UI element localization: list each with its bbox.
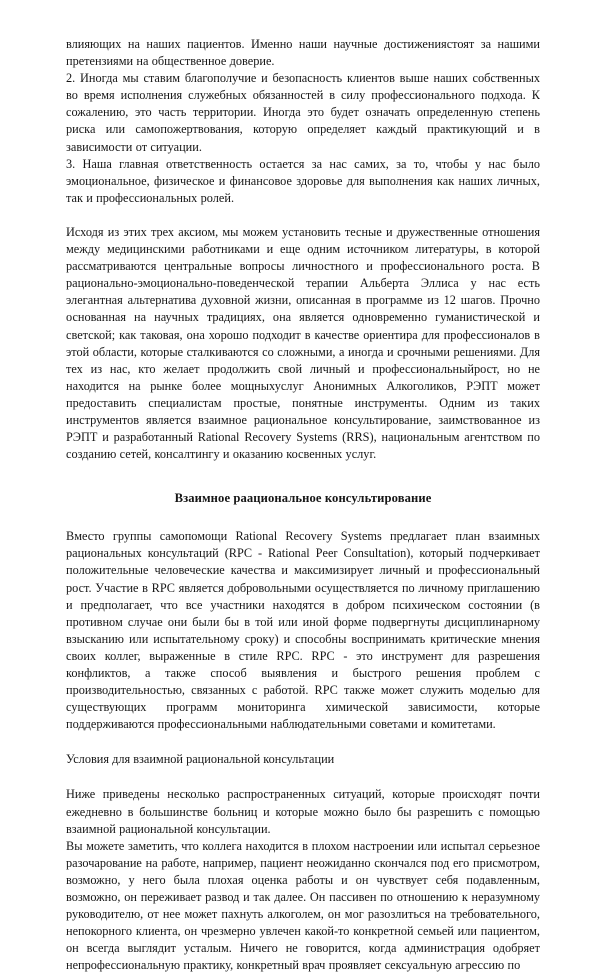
paragraph-situations: Ниже приведены несколько распространенных ситуаций, которые происходят почти ежедневно в большинстве больниц и которые можно было бы разрешить с помощью взаимной рациональной консультации.	[66, 787, 540, 836]
heading-spacer-bottom	[66, 506, 540, 528]
paragraph-rpc-intro: Вместо группы самопомощи Rational Recovery Systems предлагает план взаимных рациональных консультаций (RPC - Rational Peer Consultation), который подчеркивает положительные человеческие качества и максимизирует личный и профессиональный рост. Участие в RPC является добровольными осуществляется по личному приглашению и предполагает, что все участники находятся в добром психическом состоянии (в противном случае они были бы в той или иной форме подвергнуты дисциплинарному взысканию или испытательному сроку) и способны воспринимать критические мнения своих коллег, выраженные в стиле RPC. RPC - это инструмент для разрешения конфликтов, а также способ выявления и быстрого решения проблем с производительностью, связанных с работой. RPC также может служить моделью для существующих программ мониторинга химической зависимости, которые поддерживаются профессиональными наблюдательными советами и комитетами.	[66, 529, 540, 732]
section-heading: Взаимное раациональное консультирование	[174, 491, 432, 506]
heading-spacer-top	[66, 463, 540, 490]
paragraph-spacer	[66, 207, 540, 224]
paragraph-axiom-2: 2. Иногда мы ставим благополучие и безопасность клиентов выше наших собственных во время исполнения служебных обязанностей в силу профессионального подхода. К сожалению, это часть территории. Иногда это будет означать определенную степень риска или самопожертвования, которую определяет каждый практикующий и в зависимости от ситуации.	[66, 71, 540, 154]
subsection-label: Условия для взаимной рациональной консультации	[66, 752, 335, 767]
paragraph-axiom-3: 3. Наша главная ответственность остается за нас самих, за то, чтобы у нас было эмоциональное, физическое и финансовое здоровье для выполнения как наших личных, так и профессиональных ролей.	[66, 156, 540, 205]
paragraph-rebt: Исходя из этих трех аксиом, мы можем установить тесные и дружественные отношения между медицинскими работниками и еще одним источником литературы, в которой рассматриваются центральные вопросы личностного и профессионального роста. В рационально-эмоционально-поведенческой терапии Альберта Эллиса у нас есть элегантная альтернатива духовной жизни, описанная в программе из 12 шагов. Прочно основанная на научных традициях, она является одновременно гуманистической и светской; как таковая, она хорошо подходит в качестве ориентира для профессионалов в этой области, которые сталкиваются со сложными, а иногда и срочными решениями. Для тех из нас, кто желает продолжить свой личный и профессиональныйрост, но не находится на рынке более мощныхуслуг Анонимных Алкоголиков, РЭПТ может предоставить специалистам простые, понятные инструменты. Одним из таких инструментов является взаимное рациональное консультирование, заимствованное из РЭПТ и разработанный Rational Recovery Systems (RRS), национальным агентством по созданию сетей, консалтингу и оказанию косвенных услуг.	[66, 224, 540, 462]
page-text-column	[66, 36, 540, 975]
paragraph-continuation: влияющих на наших пациентов. Именно наши научные достижениястоят за нашими претензиями на общественное доверие.	[66, 37, 540, 69]
paragraph-examples: Вы можете заметить, что коллега находится в плохом настроении или испытал серьезное разочарование на работе, например, пациент неожиданно скончался под его присмотром, возможно, у него была плохая оценка работы и он чувствует себя подавленным, возможно, он переживает развод и так далее. Он пассивен по отношению к неразумному руководителю, от нее может пахнуть алкоголем, он мог разозлиться на требовательного, непокорного клиента, он чрезмерно увлечен какой-то конкретной семьей или пациентом, он всегда выглядит усталым. Ничего не говорится, когда администрация одобряет непрофессиональную практику, конкретный врач проявляет сексуальную агрессию по	[66, 838, 540, 973]
subsection-spacer-bottom	[66, 768, 540, 786]
subsection-spacer-top	[66, 733, 540, 751]
